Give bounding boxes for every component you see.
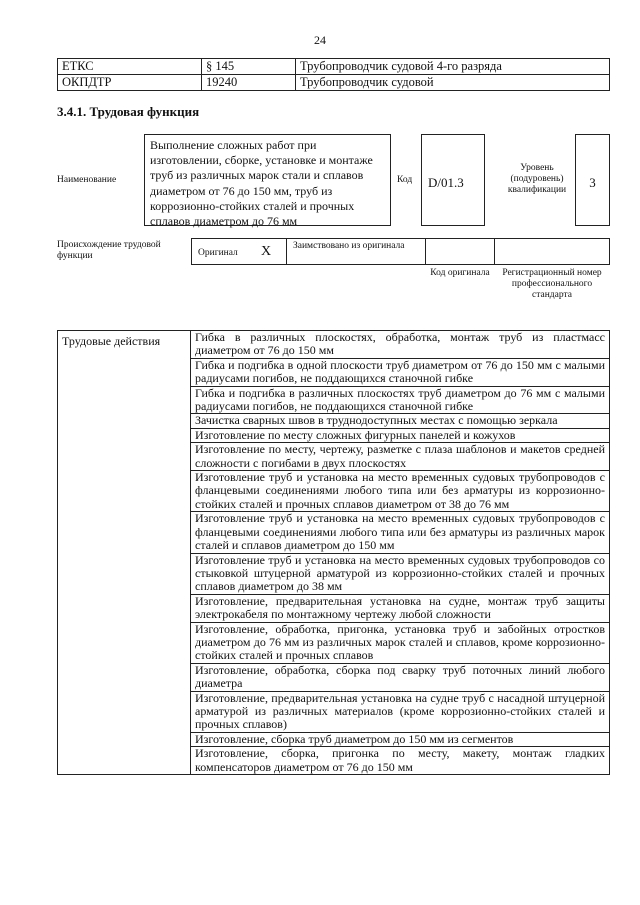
original-code-box [425,238,495,265]
registration-number-caption: Регистрационный номер профессионального стандарта [502,268,602,300]
labor-action-item: Изготовление труб и установка на место временных судовых трубопроводов с фланцевыми соединениями любого типа или без арматуры из различных марок сталей и сплавов диаметром до 150 мм [191,512,610,553]
function-code-box: D/01.3 [421,134,485,226]
code-system-name: ЕТКС [58,59,202,75]
borrowed-box [286,238,426,265]
table-row [58,75,610,91]
labor-actions-table [57,330,610,775]
labor-action-item: Изготовление, обработка, сборка под сварку труб поточных линий любого диаметра [191,663,610,691]
name-label: Наименование [57,175,117,185]
registration-number-box [494,238,610,265]
labor-action-item: Изготовление, обработка, пригонка, установка труб и забойных отростков диаметром до 76 мм из различных марок сталей и сплавов, кроме коррозионно-стойких сталей и прочных сплавов [191,622,610,663]
labor-action-item: Гибка и подгибка в различных плоскостях труб диаметром до 76 мм с малыми радиусами погибов, не поддающихся станочной гибке [191,386,610,414]
labor-action-item: Изготовление труб и установка на место временных судовых трубопроводов со стыковкой штуцерной арматурой из коррозионно-стойких сталей и прочных сплавов диаметром до 38 мм [191,553,610,594]
page-number: 24 [314,33,326,47]
function-name-box: Выполнение сложных работ при изготовлении, сборке, установке и монтаже труб из различных марок стали и сплавов диаметром от 76 до 150 мм, труб из коррозионно-стойких сталей и прочных сплавов диаметром до 76 мм [144,134,391,226]
labor-action-item: Гибка в различных плоскостях, обработка, монтаж труб из пластмасс диаметром от 76 до 150 мм [191,331,610,359]
level-value-box: 3 [575,134,610,226]
labor-action-item: Изготовление по месту, чертежу, разметке с плаза шаблонов и макетов средней сложности с погибами в двух плоскостях [191,443,610,471]
original-label: Оригинал [198,248,238,258]
labor-action-item: Изготовление по месту сложных фигурных панелей и кожухов [191,428,610,442]
labor-action-item: Зачистка сварных швов в труднодоступных местах с помощью зеркала [191,414,610,428]
code-system-name: ОКПДТР [58,75,202,91]
labor-action-item: Изготовление труб и установка на место временных судовых трубопроводов с фланцевыми соединениями любого типа или без арматуры из коррозионно-стойких сталей и прочных сплавов диаметром от 38 до 76 мм [191,471,610,512]
labor-actions-label: Трудовые действия [58,331,191,775]
table-row [58,59,610,75]
labor-action-item: Гибка и подгибка в одной плоскости труб диаметром от 76 до 150 мм с малыми радиусами погибов, не поддающихся станочной гибке [191,358,610,386]
level-label: Уровень (подуровень) квалификации [507,163,567,195]
original-code-caption: Код оригинала [430,268,490,278]
origin-label: Происхождение трудовой функции [57,240,161,261]
labor-action-item: Изготовление, сборка труб диаметром до 150 мм из сегментов [191,732,610,746]
code-title: Трубопроводчик судовой [296,75,610,91]
code-value: 19240 [202,75,296,91]
table-row [58,331,610,359]
original-mark: X [261,244,272,259]
classification-codes-table [57,58,610,91]
code-title: Трубопроводчик судовой 4-го разряда [296,59,610,75]
code-label: Код [397,175,413,185]
labor-action-item: Изготовление, сборка, пригонка по месту, макету, монтаж гладких компенсаторов диаметром от 76 до 150 мм [191,747,610,775]
section-title: 3.4.1. Трудовая функция [57,104,200,119]
borrowed-label: Заимствовано из оригинала [293,241,405,251]
labor-action-item: Изготовление, предварительная установка на судне, монтаж труб защиты электрокабеля по монтажному чертежу любой сложности [191,594,610,622]
labor-action-item: Изготовление, предварительная установка на судне труб с насадной штуцерной арматурой из различных материалов (кроме коррозионно-стойких сталей и прочных сплавов) [191,691,610,732]
original-box [191,238,287,265]
code-value: § 145 [202,59,296,75]
